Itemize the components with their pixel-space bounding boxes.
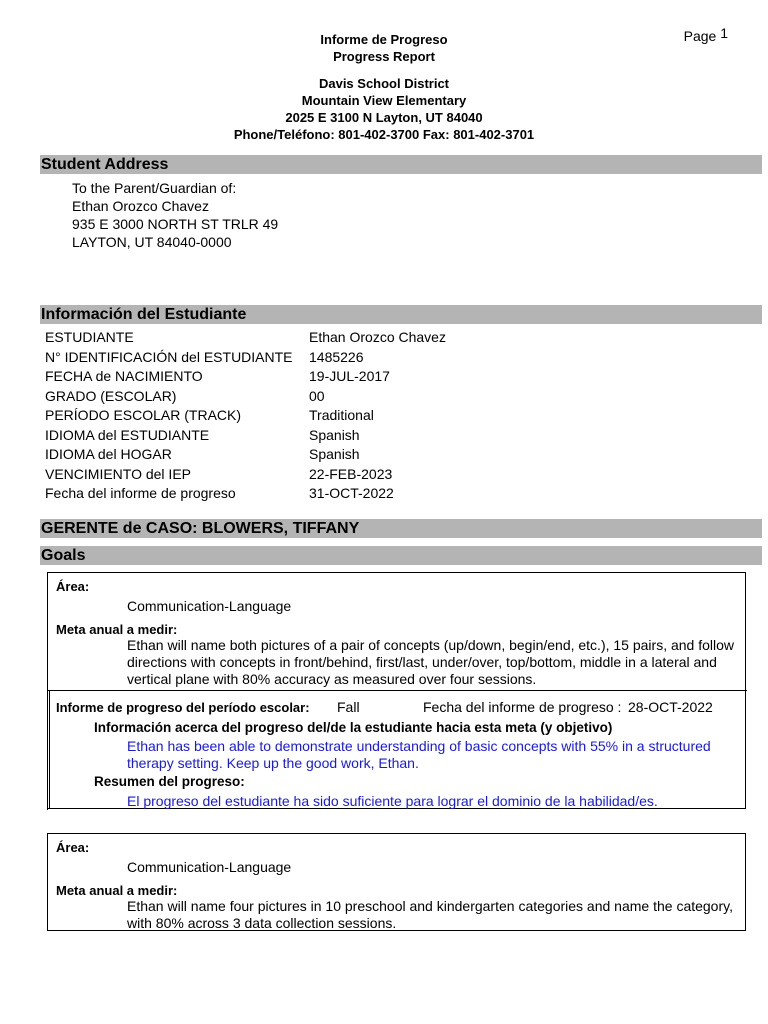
goal-card	[47, 833, 746, 931]
area-value: Communication-Language	[127, 859, 292, 875]
info-label: FECHA de NACIMIENTO	[45, 368, 203, 384]
info-label: N° IDENTIFICACIÓN del ESTUDIANTE	[45, 348, 293, 365]
school-info	[0, 75, 768, 143]
annual-goal-text: Ethan will name four pictures in 10 preschool and kindergarten categories and name the category, with 80% across 3 data collection sessions.	[127, 898, 733, 931]
address-line: Ethan Orozco Chavez	[72, 198, 209, 214]
annual-goal-text: Ethan will name both pictures of a pair of concepts (up/down, begin/end, etc.), 15 pairs, and follow directions with concepts in front/behind, first/last, under/over, top/bottom, middle in a lateral and vertical plane with 80% accuracy as measured over four sessions.	[127, 637, 735, 687]
student-address-block	[72, 179, 278, 251]
annual-goal-label: Meta anual a medir:	[56, 622, 178, 637]
info-label: IDIOMA del ESTUDIANTE	[45, 426, 210, 443]
info-value: Ethan Orozco Chavez	[309, 329, 446, 345]
annual-goal-label: Meta anual a medir:	[56, 883, 178, 898]
info-value: 31-OCT-2022	[309, 485, 394, 501]
page-number: Page 1	[683, 25, 728, 44]
address-line: 935 E 3000 NORTH ST TRLR 49	[72, 216, 279, 232]
title-english: Progress Report	[333, 49, 435, 64]
period-label: Informe de progreso del período escolar:	[56, 700, 310, 715]
info-value: Traditional	[309, 407, 374, 423]
info-label: IDIOMA del HOGAR	[45, 446, 172, 462]
info-label: GRADO (ESCOLAR)	[45, 387, 177, 404]
progress-summary-text: El progreso del estudiante ha sido suficiente para lograr el dominio de la habilidad/es.	[127, 793, 658, 809]
school-name: Mountain View Elementary	[301, 93, 467, 108]
info-value: 00	[309, 387, 325, 404]
progress-info-label: Información acerca del progreso del/de la estudiante hacia esta meta (y objetivo)	[94, 720, 613, 735]
progress-info-text: Ethan has been able to demonstrate understanding of basic concepts with 55% in a structured therapy setting. Keep up the good work, Ethan.	[127, 738, 711, 771]
section-divider	[47, 690, 50, 809]
info-label: VENCIMIENTO del IEP	[45, 465, 192, 482]
info-label: PERÍODO ESCOLAR (TRACK)	[45, 407, 242, 423]
title-spanish: Informe de Progreso	[320, 32, 448, 47]
address-line: LAYTON, UT 84040-0000	[72, 234, 232, 250]
info-label: ESTUDIANTE	[45, 329, 134, 345]
info-value: 1485226	[309, 348, 364, 365]
info-value: 22-FEB-2023	[309, 465, 393, 482]
report-date-label: Fecha del informe de progreso :	[423, 699, 622, 715]
school-phone: Phone/Teléfono: 801-402-3700 Fax: 801-402-3701	[233, 127, 535, 142]
district-name: Davis School District	[318, 76, 450, 91]
area-value: Communication-Language	[127, 598, 292, 614]
info-value: Spanish	[309, 446, 360, 462]
report-date-value: 28-OCT-2022	[628, 699, 713, 715]
area-label: Área:	[56, 579, 90, 594]
period-value: Fall	[337, 699, 360, 715]
area-label: Área:	[56, 840, 90, 855]
student-address-heading: Student Address	[40, 155, 762, 174]
report-title	[0, 31, 768, 65]
goal-card	[47, 572, 746, 809]
student-info-heading: Información del Estudiante	[40, 305, 762, 324]
info-label: Fecha del informe de progreso	[45, 485, 236, 501]
progress-summary-label: Resumen del progreso:	[94, 774, 245, 789]
info-value: Spanish	[309, 426, 360, 443]
address-line: To the Parent/Guardian of:	[72, 180, 237, 196]
info-value: 19-JUL-2017	[309, 368, 390, 384]
goals-heading: Goals	[40, 546, 762, 565]
case-manager-heading: GERENTE de CASO: BLOWERS, TIFFANY	[40, 519, 762, 538]
school-address: 2025 E 3100 N Layton, UT 84040	[285, 110, 483, 125]
